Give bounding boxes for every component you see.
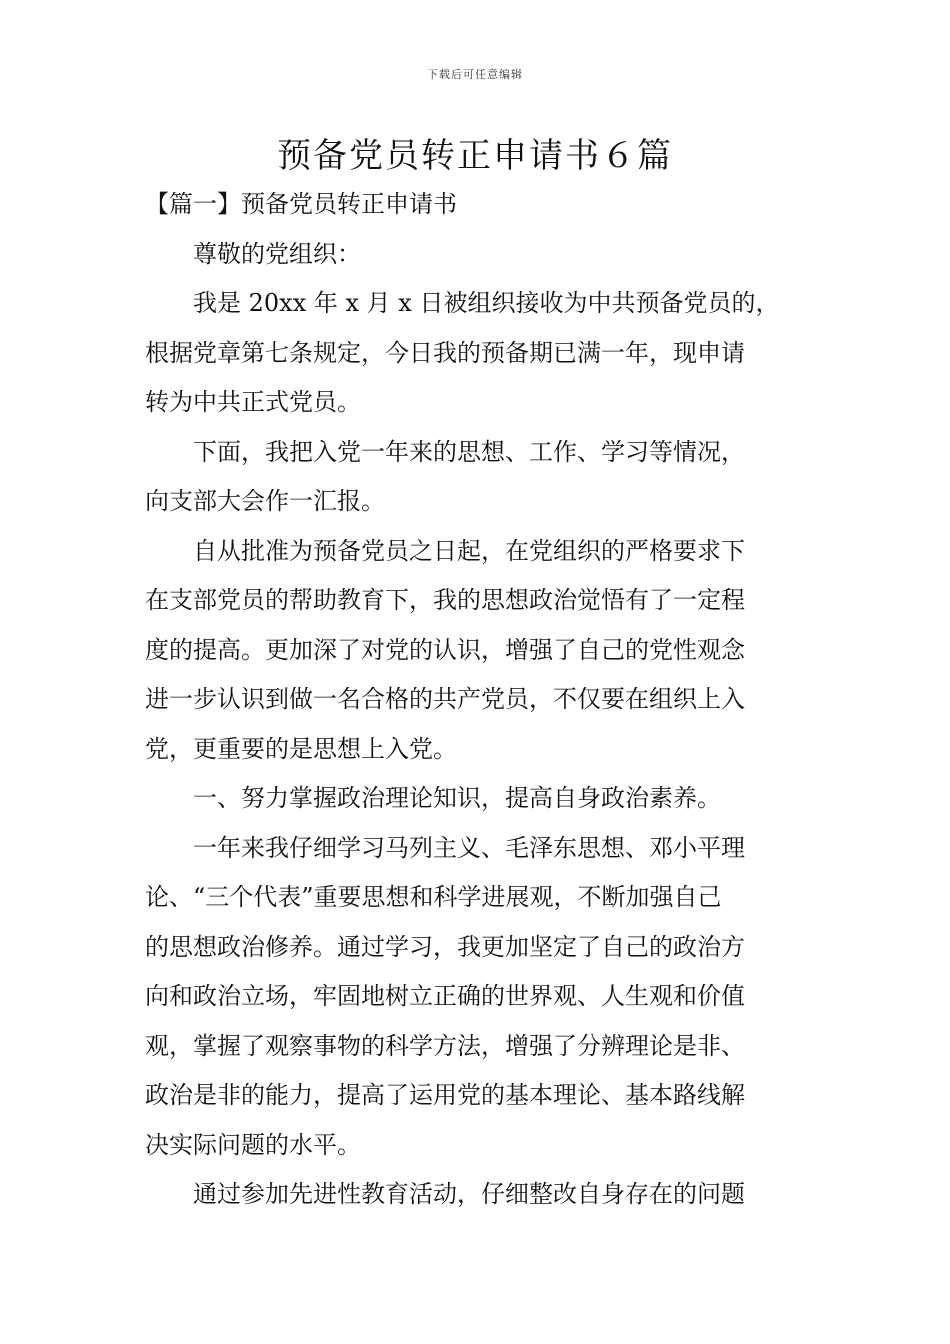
paragraph (145, 774, 810, 824)
text-line: 观，掌握了观察事物的科学方法，增强了分辨理论是非、 (145, 1031, 745, 1060)
text-line: 通过参加先进性教育活动，仔细整改自身存在的问题 (193, 1180, 745, 1208)
text-line: 向支部大会作一汇报。 (145, 487, 385, 515)
paragraph (145, 1170, 810, 1220)
text-line: 决实际问题的水平。 (145, 1130, 361, 1159)
text-line: 自从批准为预备党员之日起，在党组织的严格要求下 (193, 536, 745, 565)
paragraph (145, 230, 810, 280)
paragraph (145, 428, 810, 527)
text-line: 一年来我仔细学习马列主义、毛泽东思想、邓小平理 (193, 833, 745, 862)
document-body (145, 180, 810, 1220)
text-line: 根据党章第七条规定，今日我的预备期已满一年，现申请 (145, 338, 745, 367)
text-line: 尊敬的党组织： (193, 239, 361, 268)
text-line: 向和政治立场，牢固地树立正确的世界观、人生观和价值 (145, 982, 745, 1010)
text-line: 度的提高。更加深了对党的认识，增强了自己的党性观念 (145, 635, 745, 664)
paragraph-list (145, 230, 810, 1220)
paragraph (145, 527, 810, 775)
section-heading: 【篇一】预备党员转正申请书 (145, 190, 457, 218)
text-line: 进一步认识到做一名合格的共产党员，不仅要在组织上入 (145, 685, 745, 713)
header-note: 下载后可任意编辑 (427, 68, 523, 81)
text-line: 的思想政治修养。通过学习，我更加坚定了自己的政治方 (145, 932, 745, 961)
text-line: 党，更重要的是思想上入党。 (145, 734, 457, 763)
text-line: 下面，我把入党一年来的思想、工作、学习等情况， (193, 437, 745, 466)
text-line: 转为中共正式党员。 (145, 388, 361, 416)
text-line: 政治是非的能力，提高了运用党的基本理论、基本路线解 (145, 1081, 745, 1109)
text-line: 在支部党员的帮助教育下，我的思想政治觉悟有了一定程 (145, 586, 745, 614)
paragraph (145, 824, 810, 1171)
paragraph (145, 279, 810, 428)
text-line: 论、“三个代表”重要思想和科学进展观，不断加强自己 (145, 883, 722, 911)
document-title: 预备党员转正申请书６篇 (277, 136, 673, 176)
text-line: 一、努力掌握政治理论知识，提高自身政治素养。 (193, 784, 721, 812)
text-line: 我是 20xx 年 x 月 x 日被组织接收为中共预备党员的， (193, 289, 780, 317)
